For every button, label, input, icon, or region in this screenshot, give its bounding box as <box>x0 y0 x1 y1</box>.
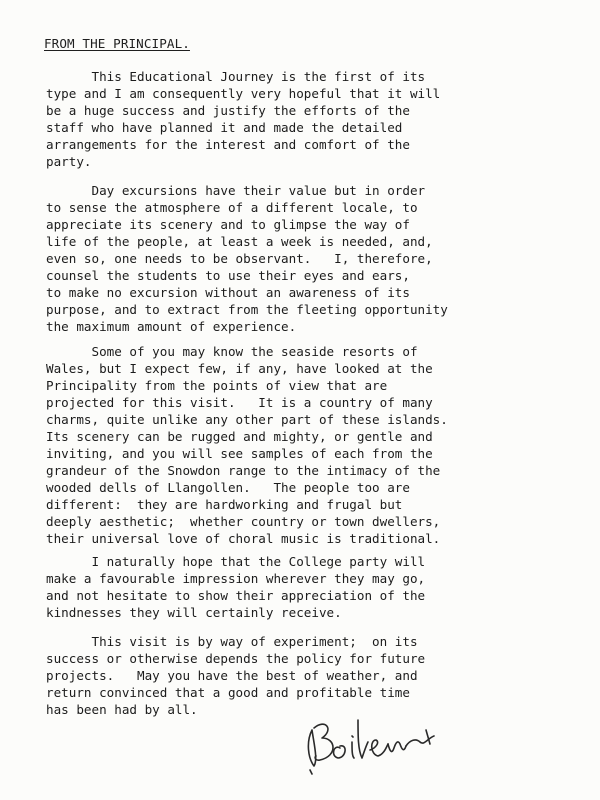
text-line: counsel the students to use their eyes and ears, <box>46 268 410 283</box>
text-line: be a huge success and justify the efforts of the <box>46 103 410 118</box>
paragraph-4 <box>46 553 586 621</box>
text-line: charms, quite unlike any other part of these islands. <box>46 412 448 427</box>
handwritten-signature <box>300 700 470 780</box>
text-line: inviting, and you will see samples of each from the <box>46 446 433 461</box>
text-line: projected for this visit. It is a country of many <box>46 395 433 410</box>
text-line: Some of you may know the seaside resorts of <box>46 344 418 359</box>
text-line: party. <box>46 154 92 169</box>
text-line: has been had by all. <box>46 702 198 717</box>
letter-heading: FROM THE PRINCIPAL. <box>44 36 190 51</box>
paragraph-3 <box>46 343 586 547</box>
text-line: even so, one needs to be observant. I, therefore, <box>46 251 433 266</box>
text-line: appreciate its scenery and to glimpse the way of <box>46 217 410 232</box>
text-line: deeply aesthetic; whether country or town dwellers, <box>46 514 441 529</box>
text-line: type and I am consequently very hopeful that it will <box>46 86 441 101</box>
text-line: staff who have planned it and made the detailed <box>46 120 403 135</box>
text-line: return convinced that a good and profitable time <box>46 685 410 700</box>
text-line: Its scenery can be rugged and mighty, or gentle and <box>46 429 433 444</box>
paragraph-1 <box>46 68 586 170</box>
text-line: This Educational Journey is the first of its <box>46 69 426 84</box>
text-line: wooded dells of Llangollen. The people too are <box>46 480 410 495</box>
text-line: arrangements for the interest and comfort of the <box>46 137 410 152</box>
text-line: projects. May you have the best of weather, and <box>46 668 418 683</box>
text-line: to sense the atmosphere of a different locale, to <box>46 200 418 215</box>
text-line: Wales, but I expect few, if any, have looked at the <box>46 361 433 376</box>
text-line: purpose, and to extract from the fleeting opportunity <box>46 302 448 317</box>
paragraph-2 <box>46 182 586 335</box>
text-line: different: they are hardworking and frugal but <box>46 497 403 512</box>
text-line: Principality from the points of view that are <box>46 378 388 393</box>
text-line: grandeur of the Snowdon range to the intimacy of the <box>46 463 441 478</box>
text-line: I naturally hope that the College party will <box>46 554 426 569</box>
text-line: Day excursions have their value but in order <box>46 183 426 198</box>
text-line: life of the people, at least a week is needed, and, <box>46 234 433 249</box>
text-line: their universal love of choral music is traditional. <box>46 531 441 546</box>
text-line: the maximum amount of experience. <box>46 319 297 334</box>
text-line: This visit is by way of experiment; on its <box>46 634 418 649</box>
text-line: kindnesses they will certainly receive. <box>46 605 342 620</box>
text-line: success or otherwise depends the policy for future <box>46 651 426 666</box>
text-line: and not hesitate to show their appreciation of the <box>46 588 426 603</box>
text-line: make a favourable impression wherever they may go, <box>46 571 426 586</box>
text-line: to make no excursion without an awareness of its <box>46 285 410 300</box>
